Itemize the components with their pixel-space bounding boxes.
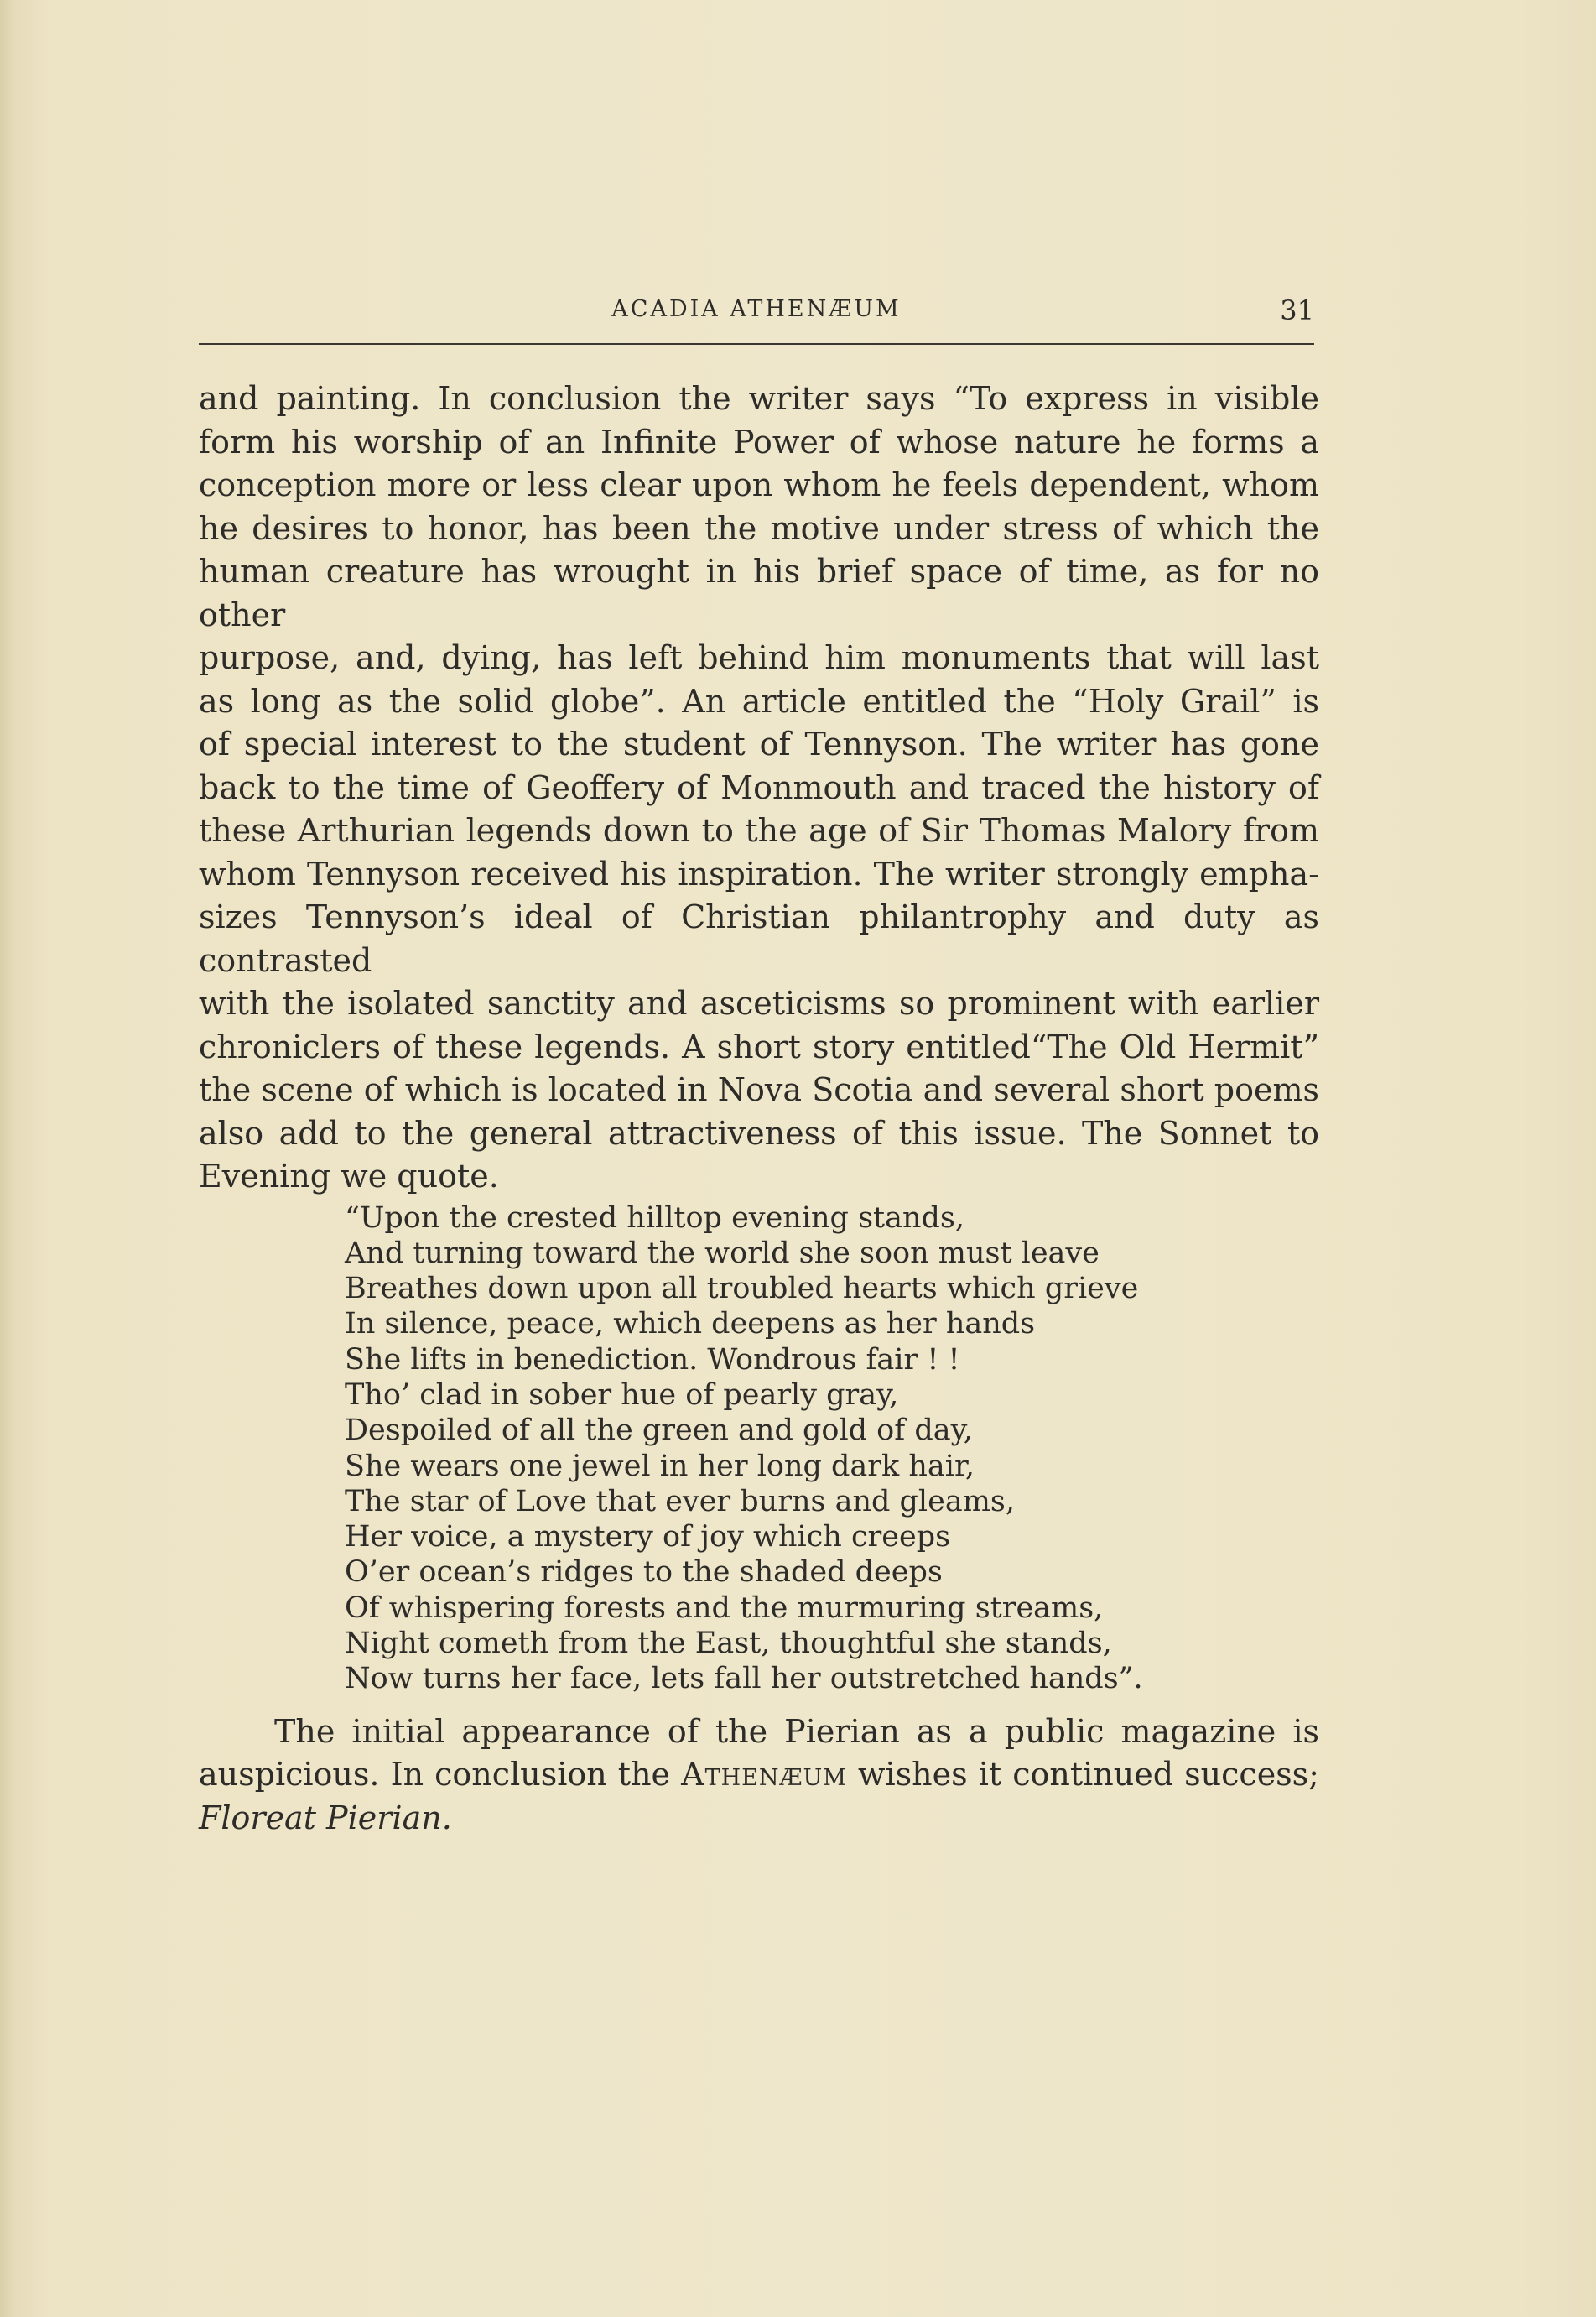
closing-text: auspicious. In conclusion the	[199, 1756, 682, 1794]
prose-line: Evening we quote.	[199, 1158, 499, 1195]
poem-line: The star of Love that ever burns and gleams,	[345, 1484, 1015, 1518]
poem-line: Her voice, a mystery of joy which creeps	[345, 1520, 951, 1554]
poem-line: Night cometh from the East, thoughtful she stands,	[345, 1627, 1112, 1661]
prose-line: chroniclers of these legends. A short story entitled“The Old Hermit”	[199, 1028, 1319, 1065]
prose-line: back to the time of Geoffery of Monmouth and traced the history of	[199, 768, 1319, 806]
poem-line: O’er ocean’s ridges to the shaded deeps	[345, 1555, 943, 1590]
closing-motto: Floreat Pierian.	[199, 1799, 452, 1836]
closing-text: wishes it continued success;	[846, 1756, 1319, 1794]
closing-line: The initial appearance of the Pierian as a public magazine is	[274, 1712, 1319, 1750]
prose-line: these Arthurian legends down to the age of Sir Thomas Malory from	[199, 812, 1319, 849]
prose-line: of special interest to the student of Tennyson. The writer has gone	[199, 726, 1319, 763]
poem-line: Of whispering forests and the murmuring streams,	[345, 1591, 1104, 1625]
prose-line: conception more or less clear upon whom he feels dependent, whom	[199, 466, 1319, 503]
sonnet	[345, 1200, 1319, 1697]
article-body	[199, 377, 1319, 1840]
prose-paragraph	[199, 377, 1319, 1199]
prose-line: also add to the general attractiveness of this issue. The Sonnet to	[199, 1114, 1319, 1152]
poem-line: And turning toward the world she soon must leave	[345, 1236, 1100, 1270]
prose-line: purpose, and, dying, has left behind him monuments that will last	[199, 639, 1319, 676]
prose-line: and painting. In conclusion the writer says “To express in visible	[199, 380, 1319, 417]
poem-line: In silence, peace, which deepens as her hands	[345, 1307, 1036, 1341]
poem-line: Breathes down upon all troubled hearts which grieve	[345, 1272, 1139, 1306]
page-number: 31	[1280, 294, 1314, 326]
closing-paragraph	[199, 1710, 1319, 1841]
poem-line: Despoiled of all the green and gold of day,	[345, 1414, 973, 1448]
prose-line: form his worship of an Infinite Power of whose nature he forms a	[199, 423, 1319, 461]
running-title: ACADIA ATHENÆUM	[611, 296, 902, 322]
prose-line: as long as the solid globe”. An article entitled the “Holy Grail” is	[199, 682, 1319, 720]
prose-line: whom Tennyson received his inspiration. The writer strongly empha-	[199, 855, 1319, 893]
poem-line: She lifts in benediction. Wondrous fair ! !	[345, 1342, 960, 1377]
journal-name: Athenæum	[681, 1756, 847, 1794]
poem-line: Tho’ clad in sober hue of pearly gray,	[345, 1377, 899, 1412]
prose-line: with the isolated sanctity and asceticisms so prominent with earlier	[199, 985, 1319, 1022]
prose-line: the scene of which is located in Nova Scotia and several short poems	[199, 1071, 1319, 1108]
poem-line: She wears one jewel in her long dark hair,	[345, 1449, 975, 1483]
prose-line: he desires to honor, has been the motive under stress of which the	[199, 509, 1319, 547]
poem-line: “Upon the crested hilltop evening stands,	[345, 1200, 965, 1235]
poem-line: Now turns her face, lets fall her outstretched hands”.	[345, 1662, 1143, 1696]
prose-line: sizes Tennyson’s ideal of Christian philantrophy and duty as contrasted	[199, 898, 1319, 979]
running-header	[199, 289, 1314, 345]
closing-line	[199, 1753, 1319, 1797]
prose-line: human creature has wrought in his brief space of time, as for no other	[199, 553, 1319, 633]
